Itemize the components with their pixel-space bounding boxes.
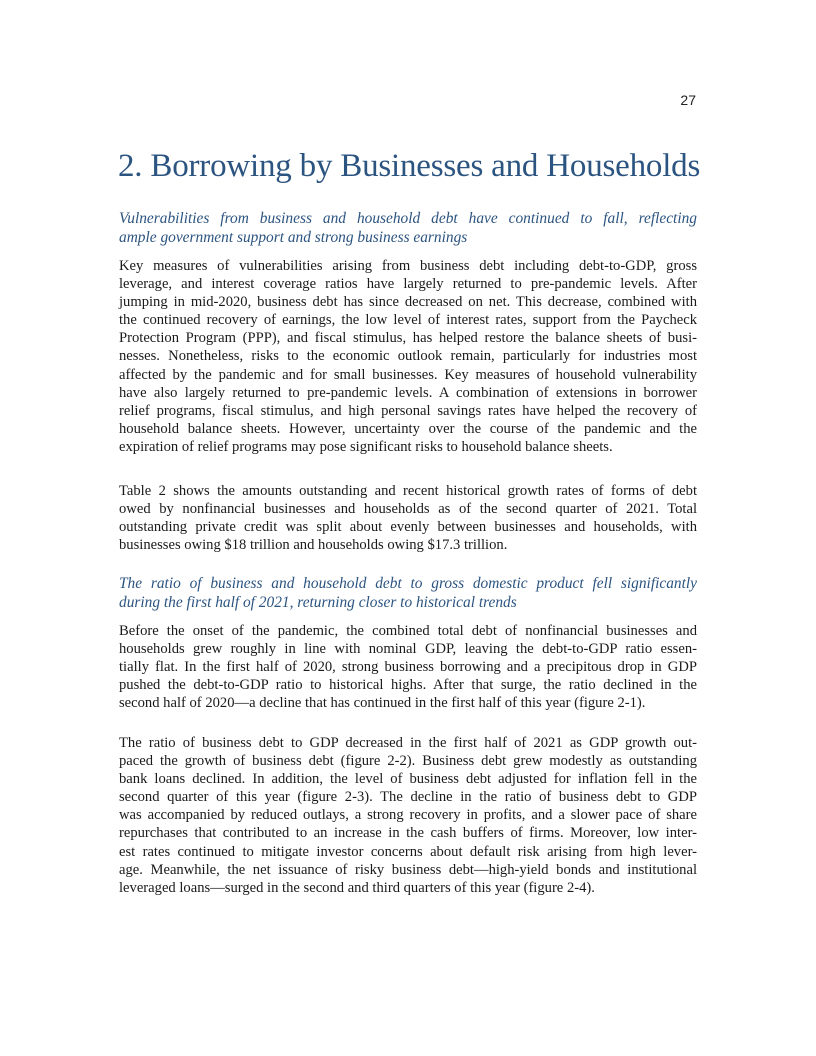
text-line: was accompanied by reduced outlays, a strong recovery in profits, and a slower pace of share bbox=[119, 807, 697, 824]
text-line: leveraged loans—surged in the second and third quarters of this year (figure 2-4). bbox=[119, 879, 595, 896]
text-line: second half of 2020—a decline that has continued in the first half of this year (figure 2-1). bbox=[119, 695, 646, 712]
subheading-vulnerabilities bbox=[119, 209, 697, 247]
text-line: household balance sheets. However, uncertainty over the course of the pandemic and the bbox=[119, 420, 697, 437]
paragraph-table-2 bbox=[119, 482, 697, 554]
subheading-line: during the first half of 2021, returning closer to historical trends bbox=[119, 594, 517, 611]
text-line: age. Meanwhile, the net issuance of risky business debt—high-yield bonds and institutional bbox=[119, 861, 697, 878]
subheading-line: The ratio of business and household debt to gross domestic product fell significantly bbox=[119, 575, 697, 592]
paragraph-key-measures bbox=[119, 257, 697, 456]
text-line: leverage, and interest coverage ratios have largely returned to pre-pandemic levels. After bbox=[119, 276, 697, 293]
text-line: the continued recovery of earnings, the low level of interest rates, support from the Paycheck bbox=[119, 312, 697, 329]
text-line: bank loans declined. In addition, the level of business debt adjusted for inflation fell in the bbox=[119, 771, 697, 788]
text-line: second quarter of this year (figure 2-3). The decline in the ratio of business debt to GDP bbox=[119, 789, 697, 806]
text-line: households grew roughly in line with nominal GDP, leaving the debt-to-GDP ratio essen- bbox=[119, 641, 697, 658]
text-line: expiration of relief programs may pose significant risks to household balance sheets. bbox=[119, 438, 613, 455]
subheading-debt-to-gdp bbox=[119, 574, 697, 612]
chapter-title: 2. Borrowing by Businesses and Households bbox=[118, 148, 701, 184]
text-line: affected by the pandemic and for small businesses. Key measures of household vulnerability bbox=[119, 366, 697, 383]
text-line: Table 2 shows the amounts outstanding and recent historical growth rates of forms of debt bbox=[119, 483, 697, 499]
subheading-line: ample government support and strong business earnings bbox=[119, 229, 468, 246]
text-line: relief programs, fiscal stimulus, and high personal savings rates have helped the recovery of bbox=[119, 402, 697, 419]
text-line: tially flat. In the first half of 2020, strong business borrowing and a precipitous drop in GDP bbox=[119, 659, 697, 676]
text-line: pushed the debt-to-GDP ratio to historical highs. After that surge, the ratio declined in the bbox=[119, 677, 697, 694]
text-line: jumping in mid-2020, business debt has since decreased on net. This decrease, combined with bbox=[119, 294, 697, 311]
text-line: businesses owing $18 trillion and households owing $17.3 trillion. bbox=[119, 537, 508, 554]
subheading-line: Vulnerabilities from business and household debt have continued to fall, reflecting bbox=[119, 210, 697, 227]
text-line: Protection Program (PPP), and fiscal stimulus, has helped restore the balance sheets of busi- bbox=[119, 330, 697, 347]
text-line: owed by nonfinancial businesses and households as of the second quarter of 2021. Total bbox=[119, 501, 697, 518]
text-line: est rates continued to mitigate investor concerns about default risk arising from high lever- bbox=[119, 843, 697, 860]
text-line: nesses. Nonetheless, risks to the economic outlook remain, particularly for industries most bbox=[119, 348, 697, 365]
text-line: The ratio of business debt to GDP decreased in the first half of 2021 as GDP growth out- bbox=[119, 735, 697, 751]
text-line: Before the onset of the pandemic, the combined total debt of nonfinancial businesses and bbox=[119, 623, 697, 639]
text-line: repurchases that contributed to an increase in the cash buffers of firms. Moreover, low inter- bbox=[119, 825, 697, 842]
paragraph-business-debt-ratio bbox=[119, 734, 697, 897]
text-line: paced the growth of business debt (figure 2-2). Business debt grew modestly as outstanding bbox=[119, 753, 697, 770]
page-number: 27 bbox=[680, 92, 696, 108]
text-line: outstanding private credit was split about evenly between businesses and households, with bbox=[119, 519, 697, 536]
text-line: have also largely returned to pre-pandemic levels. A combination of extensions in borrower bbox=[119, 384, 697, 401]
text-line: Key measures of vulnerabilities arising from business debt including debt-to-GDP, gross bbox=[119, 258, 697, 274]
paragraph-pandemic-onset bbox=[119, 622, 697, 712]
